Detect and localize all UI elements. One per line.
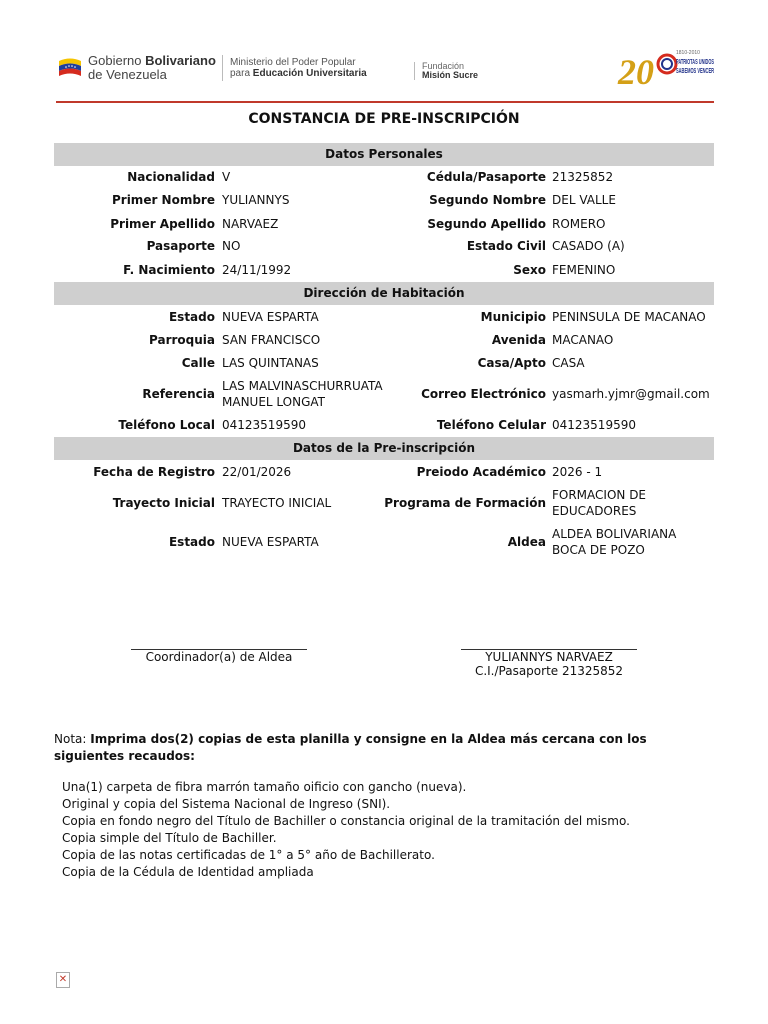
nacionalidad-value: V [222, 170, 231, 184]
pasaporte-value: NO [222, 239, 241, 253]
ministerio-line2-a: para [230, 68, 253, 79]
correo-label: Correo Electrónico [421, 387, 546, 401]
header-divider [414, 62, 415, 80]
nacimiento-value: 24/11/1992 [222, 263, 292, 277]
primer-nombre-value: YULIANNYS [222, 193, 290, 207]
section-header-personal: Datos Personales [54, 143, 714, 166]
aldea-label: Aldea [507, 535, 546, 549]
list-item: Copia de las notas certificadas de 1° a 5° año de Bachillerato. [62, 848, 435, 862]
cedula-value: 21325852 [552, 170, 614, 184]
fecha-registro-value: 22/01/2026 [222, 465, 292, 479]
municipio-value: PENINSULA DE MACANAO [552, 310, 706, 324]
trayecto-value: TRAYECTO INICIAL [222, 496, 332, 510]
ministerio-line2-b: Educación Universitaria [252, 68, 367, 79]
broken-image-icon: ✕ [56, 972, 70, 988]
avenida-label: Avenida [491, 333, 546, 347]
casa-label: Casa/Apto [477, 356, 546, 370]
student-ci: C.I./Pasaporte 21325852 [474, 664, 624, 678]
parroquia-value: SAN FRANCISCO [222, 333, 321, 347]
nacionalidad-label: Nacionalidad [127, 170, 215, 184]
primer-nombre-label: Primer Nombre [111, 193, 215, 207]
fundacion-line2: Misión Sucre [422, 70, 479, 80]
segundo-apellido-label: Segundo Apellido [427, 217, 546, 231]
primer-apellido-value: NARVAEZ [222, 217, 279, 231]
calle-label: Calle [181, 356, 215, 370]
coordinator-caption: Coordinador(a) de Aldea [145, 650, 293, 664]
gob-line1-a: Gobierno [88, 53, 146, 68]
venezuela-flag-icon [58, 55, 82, 81]
list-item: Original y copia del Sistema Nacional de Ingreso (SNI). [62, 797, 391, 811]
list-item: Copia en fondo negro del Título de Bachiller o constancia original de la tramitación del mismo. [62, 814, 630, 828]
pre-estado-value: NUEVA ESPARTA [222, 535, 319, 549]
estado-value: NUEVA ESPARTA [222, 310, 319, 324]
estado-civil-label: Estado Civil [466, 239, 546, 253]
header-divider [222, 55, 223, 81]
primer-apellido-label: Primer Apellido [110, 217, 215, 231]
list-item: Una(1) carpeta de fibra marrón tamaño oificio con gancho (nueva). [62, 780, 467, 794]
municipio-label: Municipio [480, 310, 546, 324]
tel-celular-label: Teléfono Celular [436, 418, 546, 432]
programa-label: Programa de Formación [384, 496, 546, 510]
ministerio-line1: Ministerio del Poder Popular [230, 57, 356, 68]
fundacion-text [422, 62, 478, 80]
trayecto-label: Trayecto Inicial [112, 496, 215, 510]
fundacion-line1: Fundación [422, 61, 465, 71]
segundo-nombre-value: DEL VALLE [552, 193, 616, 207]
estado-label: Estado [168, 310, 215, 324]
signature-coordinator [131, 643, 307, 664]
section-header-preinscription: Datos de la Pre-inscripción [54, 437, 714, 460]
page-title: CONSTANCIA DE PRE-INSCRIPCIÓN [248, 111, 520, 127]
estado-civil-value: CASADO (A) [552, 239, 625, 253]
periodo-value: 2026 - 1 [552, 465, 603, 479]
calle-value: LAS QUINTANAS [222, 356, 319, 370]
list-item: Copia simple del Título de Bachiller. [62, 831, 277, 845]
avenida-value: MACANAO [552, 333, 614, 347]
list-item: Copia de la Cédula de Identidad ampliada [62, 865, 314, 879]
student-name: YULIANNYS NARVAEZ [485, 650, 613, 664]
note-prefix: Nota: [54, 732, 91, 746]
tel-local-value: 04123519590 [222, 418, 306, 432]
gobierno-bolivariano-logo [58, 54, 216, 82]
periodo-label: Preiodo Académico [416, 465, 546, 479]
parroquia-label: Parroquia [149, 333, 215, 347]
referencia-value: LAS MALVINASCHURRUATA MANUEL LONGAT [222, 379, 383, 409]
requirements-list [62, 779, 702, 881]
cedula-label: Cédula/Pasaporte [426, 170, 546, 184]
segundo-nombre-label: Segundo Nombre [429, 193, 546, 207]
pre-estado-label: Estado [168, 535, 215, 549]
casa-value: CASA [552, 356, 585, 370]
logo-number: 20 [618, 52, 654, 92]
programa-value: FORMACION DE EDUCADORES [552, 488, 647, 518]
note-text: Imprima dos(2) copias de esta planilla y consigne en la Aldea más cercana con los siguientes recaudos: [54, 732, 647, 763]
nacimiento-label: F. Nacimiento [123, 263, 215, 277]
gob-line2: de Venezuela [88, 67, 167, 82]
header-red-rule [56, 101, 714, 103]
referencia-label: Referencia [142, 387, 215, 401]
sexo-value: FEMENINO [552, 263, 616, 277]
tel-local-label: Teléfono Local [118, 418, 215, 432]
section-header-address: Dirección de Habitación [54, 282, 714, 305]
segundo-apellido-value: ROMERO [552, 217, 606, 231]
ministerio-text [230, 57, 367, 79]
aldea-value: ALDEA BOLIVARIANA BOCA DE POZO [552, 527, 677, 557]
gob-line1-b: Bolivariano [145, 53, 216, 68]
fecha-registro-label: Fecha de Registro [93, 465, 215, 479]
note [54, 731, 714, 765]
tel-celular-value: 04123519590 [552, 418, 636, 432]
correo-value: yasmarh.yjmr@gmail.com [552, 387, 710, 401]
signature-student [461, 643, 637, 678]
page-header [0, 0, 768, 104]
logo-slogan-2: SABEMOS VENCER [676, 68, 714, 75]
bicentenario-2010-logo [618, 42, 714, 90]
pasaporte-label: Pasaporte [146, 239, 215, 253]
sexo-label: Sexo [513, 263, 546, 277]
logo-year: 1810-2010 [676, 50, 700, 56]
logo-slogan-1: PATRIOTAS UNIDOS [676, 59, 715, 66]
